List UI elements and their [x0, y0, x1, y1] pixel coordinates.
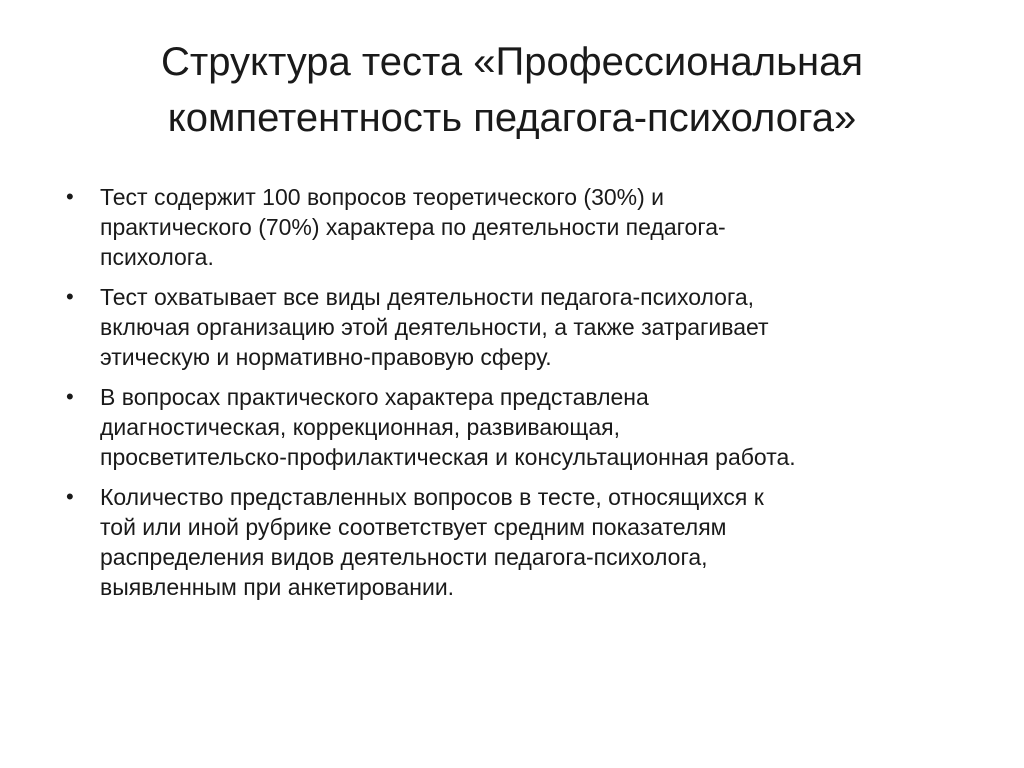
bullet-line: просветительско-профилактическая и консультационная работа.: [100, 444, 796, 470]
title-line: Структура теста «Профессиональная: [161, 40, 863, 84]
bullet-line: В вопросах практического характера представлена: [100, 384, 649, 410]
bullet-line: распределения видов деятельности педагога-психолога,: [100, 544, 708, 570]
bullet-line: Тест охватывает все виды деятельности педагога-психолога,: [100, 284, 755, 310]
bullet-line: выявленным при анкетировании.: [100, 574, 455, 600]
bullet-line: Количество представленных вопросов в тесте, относящихся к: [100, 484, 764, 510]
bullet-item-test-coverage: [66, 282, 986, 372]
bullet-text: [100, 182, 986, 272]
bullet-dot-icon: •: [66, 184, 74, 209]
bullet-item-test-contents: [66, 182, 986, 272]
bullet-text: [100, 282, 986, 372]
bullet-line: практического (70%) характера по деятельности педагога-: [100, 214, 726, 240]
bullet-line: включая организацию этой деятельности, а также затрагивает: [100, 314, 769, 340]
bullet-list: [66, 182, 986, 612]
bullet-text: [100, 382, 986, 472]
bullet-text: [100, 482, 986, 602]
title-line: компетентность педагога-психолога»: [167, 96, 857, 140]
bullet-line: той или иной рубрике соответствует средним показателям: [100, 514, 727, 540]
bullet-dot-icon: •: [66, 284, 74, 309]
bullet-item-question-distribution: [66, 482, 986, 602]
bullet-dot-icon: •: [66, 384, 74, 409]
bullet-line: психолога.: [100, 244, 214, 270]
bullet-item-practical-questions: [66, 382, 986, 472]
slide-title: [60, 34, 964, 146]
bullet-line: этическую и нормативно-правовую сферу.: [100, 344, 552, 370]
bullet-line: диагностическая, коррекционная, развивающая,: [100, 414, 620, 440]
bullet-dot-icon: •: [66, 484, 74, 509]
bullet-line: Тест содержит 100 вопросов теоретического (30%) и: [100, 184, 664, 210]
